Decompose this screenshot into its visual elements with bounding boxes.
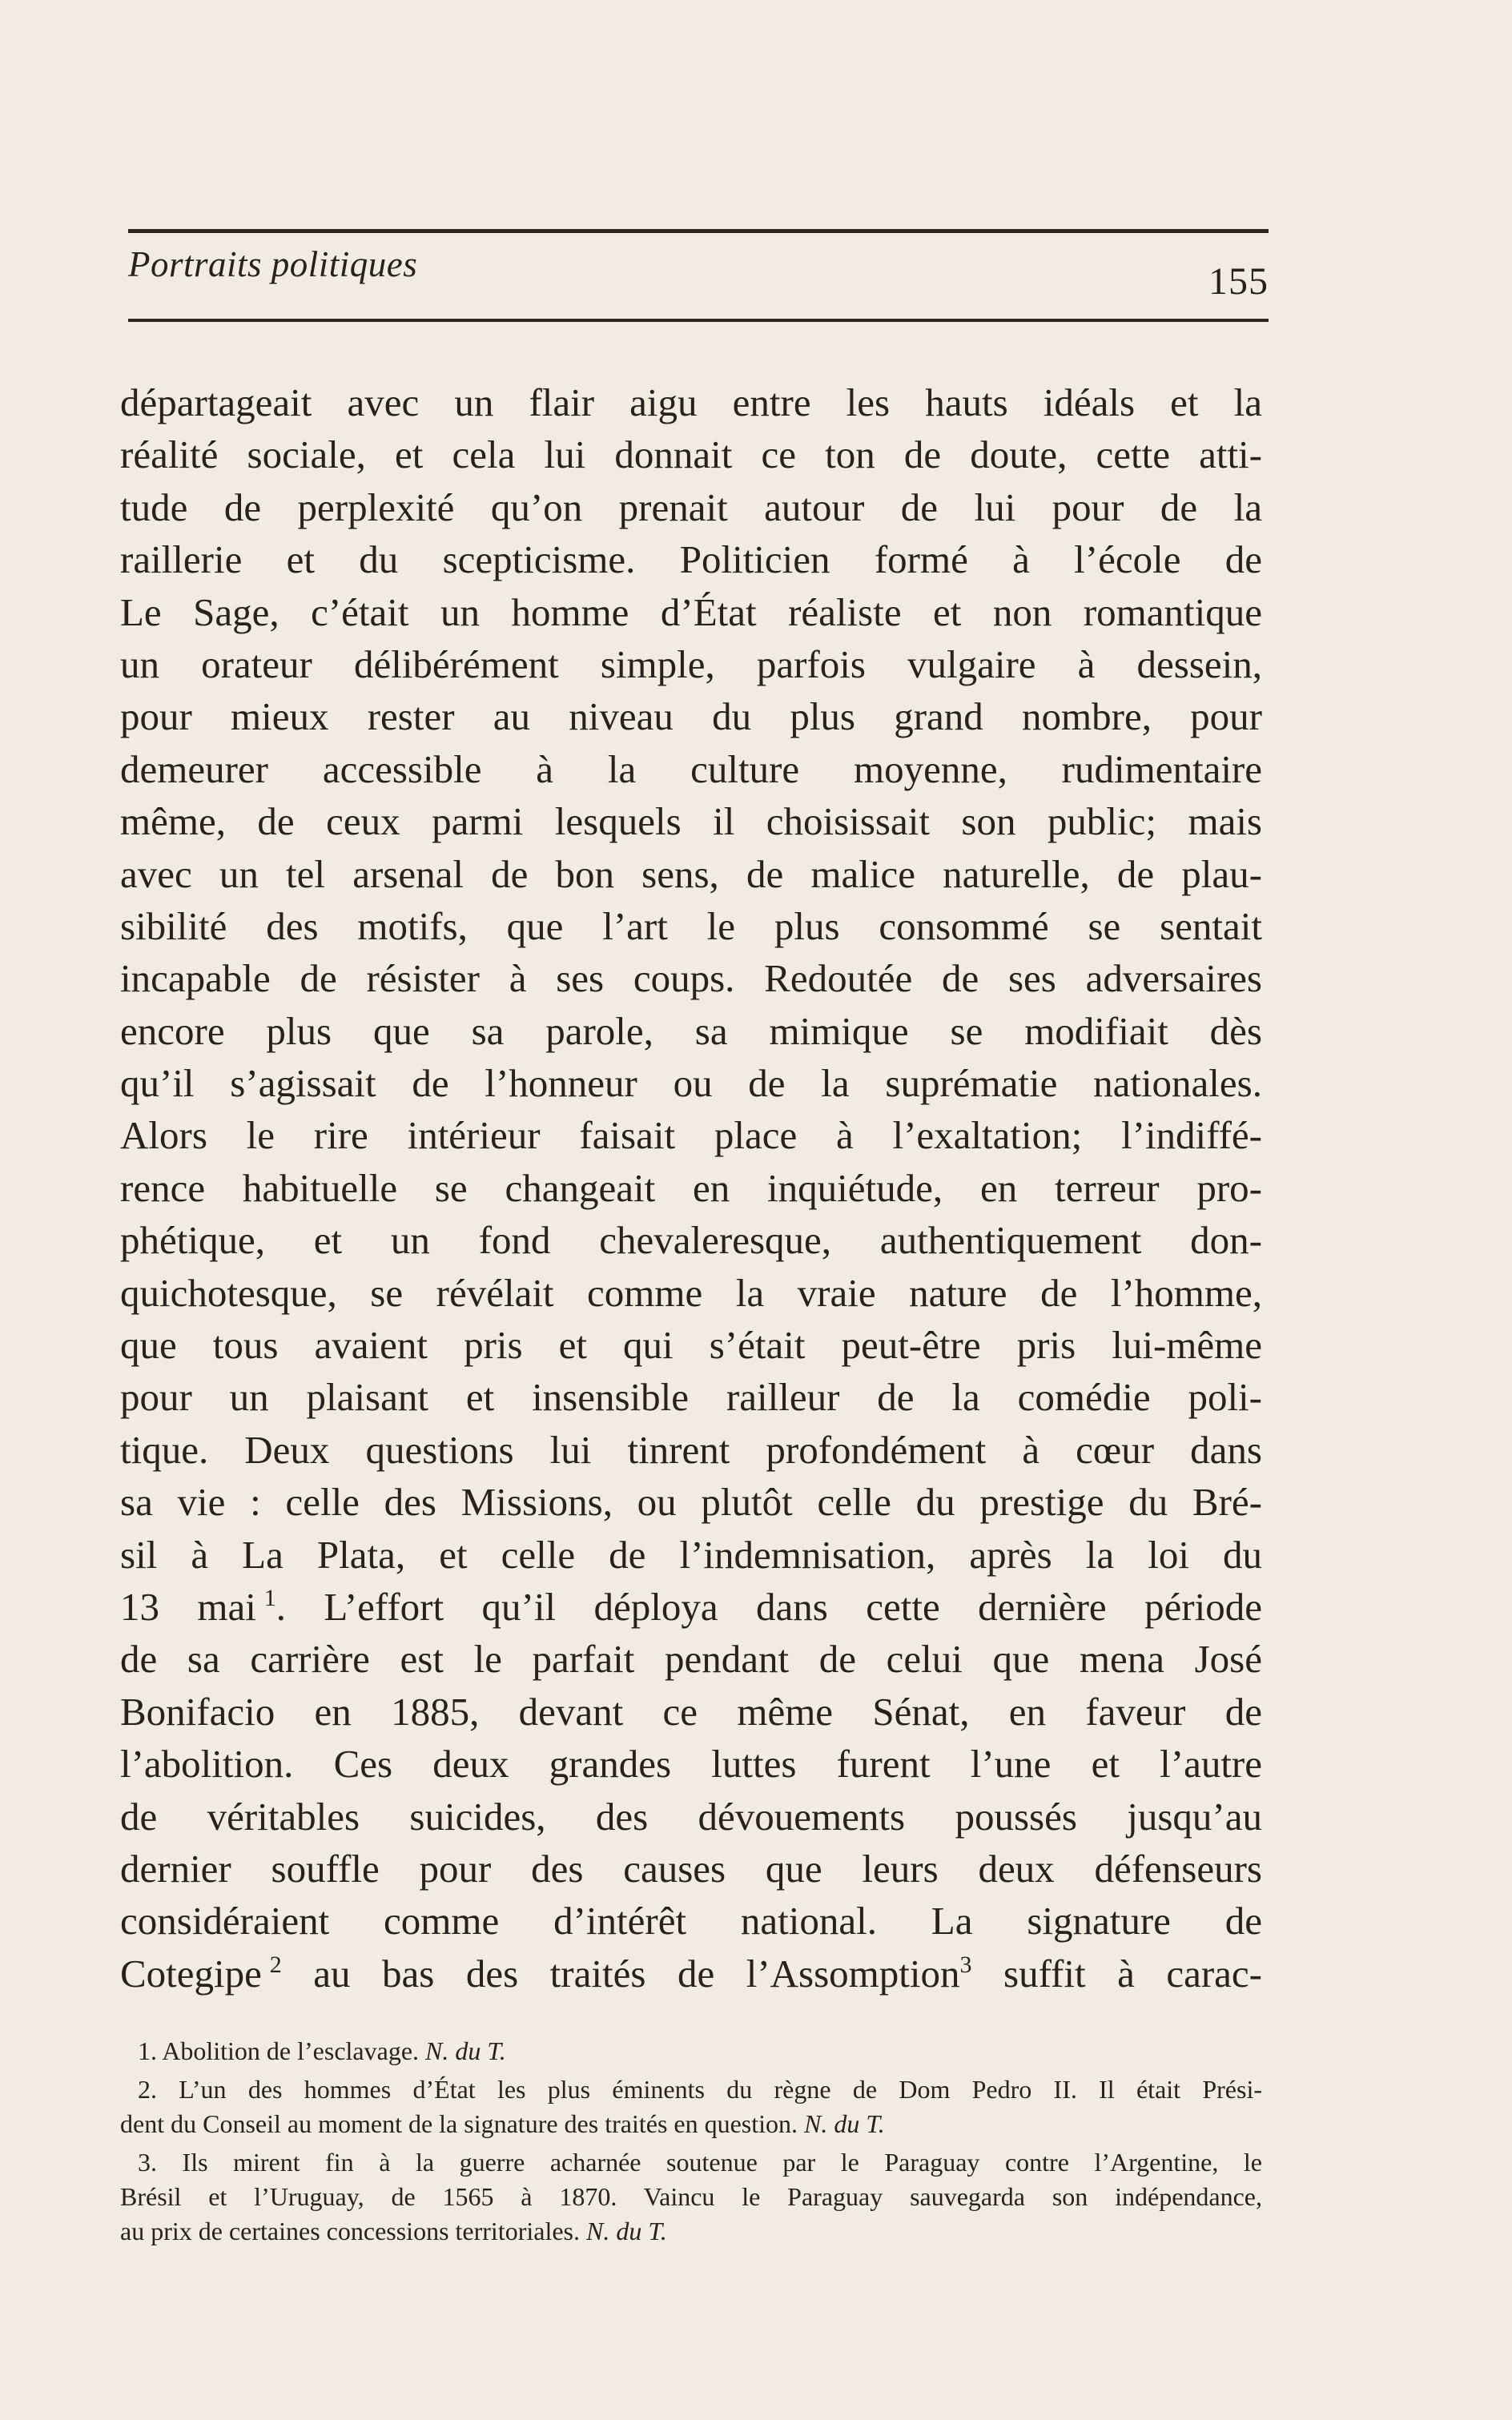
text-line: considéraient comme d’intérêt national. La signature de [120, 1899, 1262, 1944]
line-segment: 13 mai [120, 1584, 256, 1629]
text-line: que tous avaient pris et qui s’était peut-être pris lui-même [120, 1323, 1262, 1368]
text-line: tique. Deux questions lui tinrent profondément à cœur dans [120, 1427, 1262, 1472]
header-bottom-rule [128, 319, 1269, 322]
footnote-ref-1: 1 [263, 1584, 276, 1611]
text-line: l’abolition. Ces deux grandes luttes furent l’une et l’autre [120, 1742, 1262, 1787]
footnote-2-line: 2. L’un des hommes d’État les plus éminents du règne de Dom Pedro II. Il était Prési- [138, 2075, 1262, 2104]
footnote-3-line: 3. Ils mirent fin à la guerre acharnée soutenue par le Paraguay contre l’Argentine, le [138, 2148, 1262, 2177]
text-line: sibilité des motifs, que l’art le plus consommé se sentait [120, 903, 1262, 948]
footnote-ref-2: 2 [269, 1951, 282, 1978]
text-line: sa vie : celle des Missions, ou plutôt celle du prestige du Bré- [120, 1480, 1262, 1525]
text-line: encore plus que sa parole, sa mimique se modifiait dès [120, 1008, 1262, 1053]
footnote-text: au prix de certaines concessions territoriales. [120, 2217, 586, 2245]
footnote-text: dent du Conseil au moment de la signature des traités en question. [120, 2109, 805, 2138]
footnote-text: 1. Abolition de l’esclavage. [138, 2036, 426, 2065]
text-line: avec un tel arsenal de bon sens, de malice naturelle, de plau- [120, 851, 1262, 896]
line-segment: au bas des traités de l’Assomption [281, 1951, 960, 1996]
text-line: réalité sociale, et cela lui donnait ce ton de doute, cette atti- [120, 432, 1262, 477]
text-line: Le Sage, c’était un homme d’État réaliste et non romantique [120, 589, 1262, 634]
line-segment: . L’effort qu’il déploya dans cette dernière période [275, 1584, 1262, 1629]
text-line: raillerie et du scepticisme. Politicien formé à l’école de [120, 537, 1262, 582]
running-head [128, 240, 1269, 312]
translator-note-tag: N. du T. [586, 2217, 667, 2245]
page-number: 155 [1208, 260, 1269, 303]
text-line: phétique, et un fond chevaleresque, authentiquement don- [120, 1218, 1262, 1263]
text-line: demeurer accessible à la culture moyenne, rudimentaire [120, 746, 1262, 791]
text-line: de sa carrière est le parfait pendant de celui que mena José [120, 1637, 1262, 1682]
text-line: pour un plaisant et insensible railleur de la comédie poli- [120, 1375, 1262, 1420]
text-line: sil à La Plata, et celle de l’indemnisation, après la loi du [120, 1532, 1262, 1577]
text-line: pour mieux rester au niveau du plus grand nombre, pour [120, 694, 1262, 739]
text-line: Alors le rire intérieur faisait place à l’exaltation; l’indiffé- [120, 1113, 1262, 1158]
text-line [120, 1948, 1262, 2000]
running-title: Portraits politiques [128, 244, 418, 284]
footnote-3-line: Brésil et l’Uruguay, de 1565 à 1870. Vaincu le Paraguay sauvegarda son indépendance, [120, 2182, 1262, 2211]
footnote-1 [120, 2034, 1262, 2068]
text-line: même, de ceux parmi lesquels il choisissait son public; mais [120, 799, 1262, 844]
translator-note-tag: N. du T. [804, 2109, 885, 2138]
text-line: tude de perplexité qu’on prenait autour de lui pour de la [120, 484, 1262, 529]
translator-note-tag: N. du T. [425, 2036, 506, 2065]
footnote-2-line [120, 2107, 1262, 2141]
text-line: incapable de résister à ses coups. Redoutée de ses adversaires [120, 956, 1262, 1001]
footnote-3-line [120, 2214, 1262, 2249]
line-segment: Cotegipe [120, 1951, 262, 1996]
line-segment: suffit à carac- [971, 1951, 1262, 1996]
text-line: rence habituelle se changeait en inquiétude, en terreur pro- [120, 1165, 1262, 1210]
footnotes [120, 2034, 1262, 2249]
text-line: Bonifacio en 1885, devant ce même Sénat, en faveur de [120, 1689, 1262, 1734]
text-line: quichotesque, se révélait comme la vraie nature de l’homme, [120, 1270, 1262, 1315]
body-text [120, 376, 1262, 2000]
text-line: dernier souffle pour des causes que leurs deux défenseurs [120, 1846, 1262, 1891]
text-line: départageait avec un flair aigu entre les hauts idéals et la [120, 380, 1262, 424]
text-line [120, 1581, 1262, 1633]
text-line: qu’il s’agissait de l’honneur ou de la suprématie nationales. [120, 1061, 1262, 1106]
text-line: un orateur délibérément simple, parfois vulgaire à dessein, [120, 641, 1262, 686]
text-line: de véritables suicides, des dévouements poussés jusqu’au [120, 1794, 1262, 1839]
header-top-rule [128, 229, 1269, 233]
footnote-ref-3: 3 [959, 1951, 972, 1978]
